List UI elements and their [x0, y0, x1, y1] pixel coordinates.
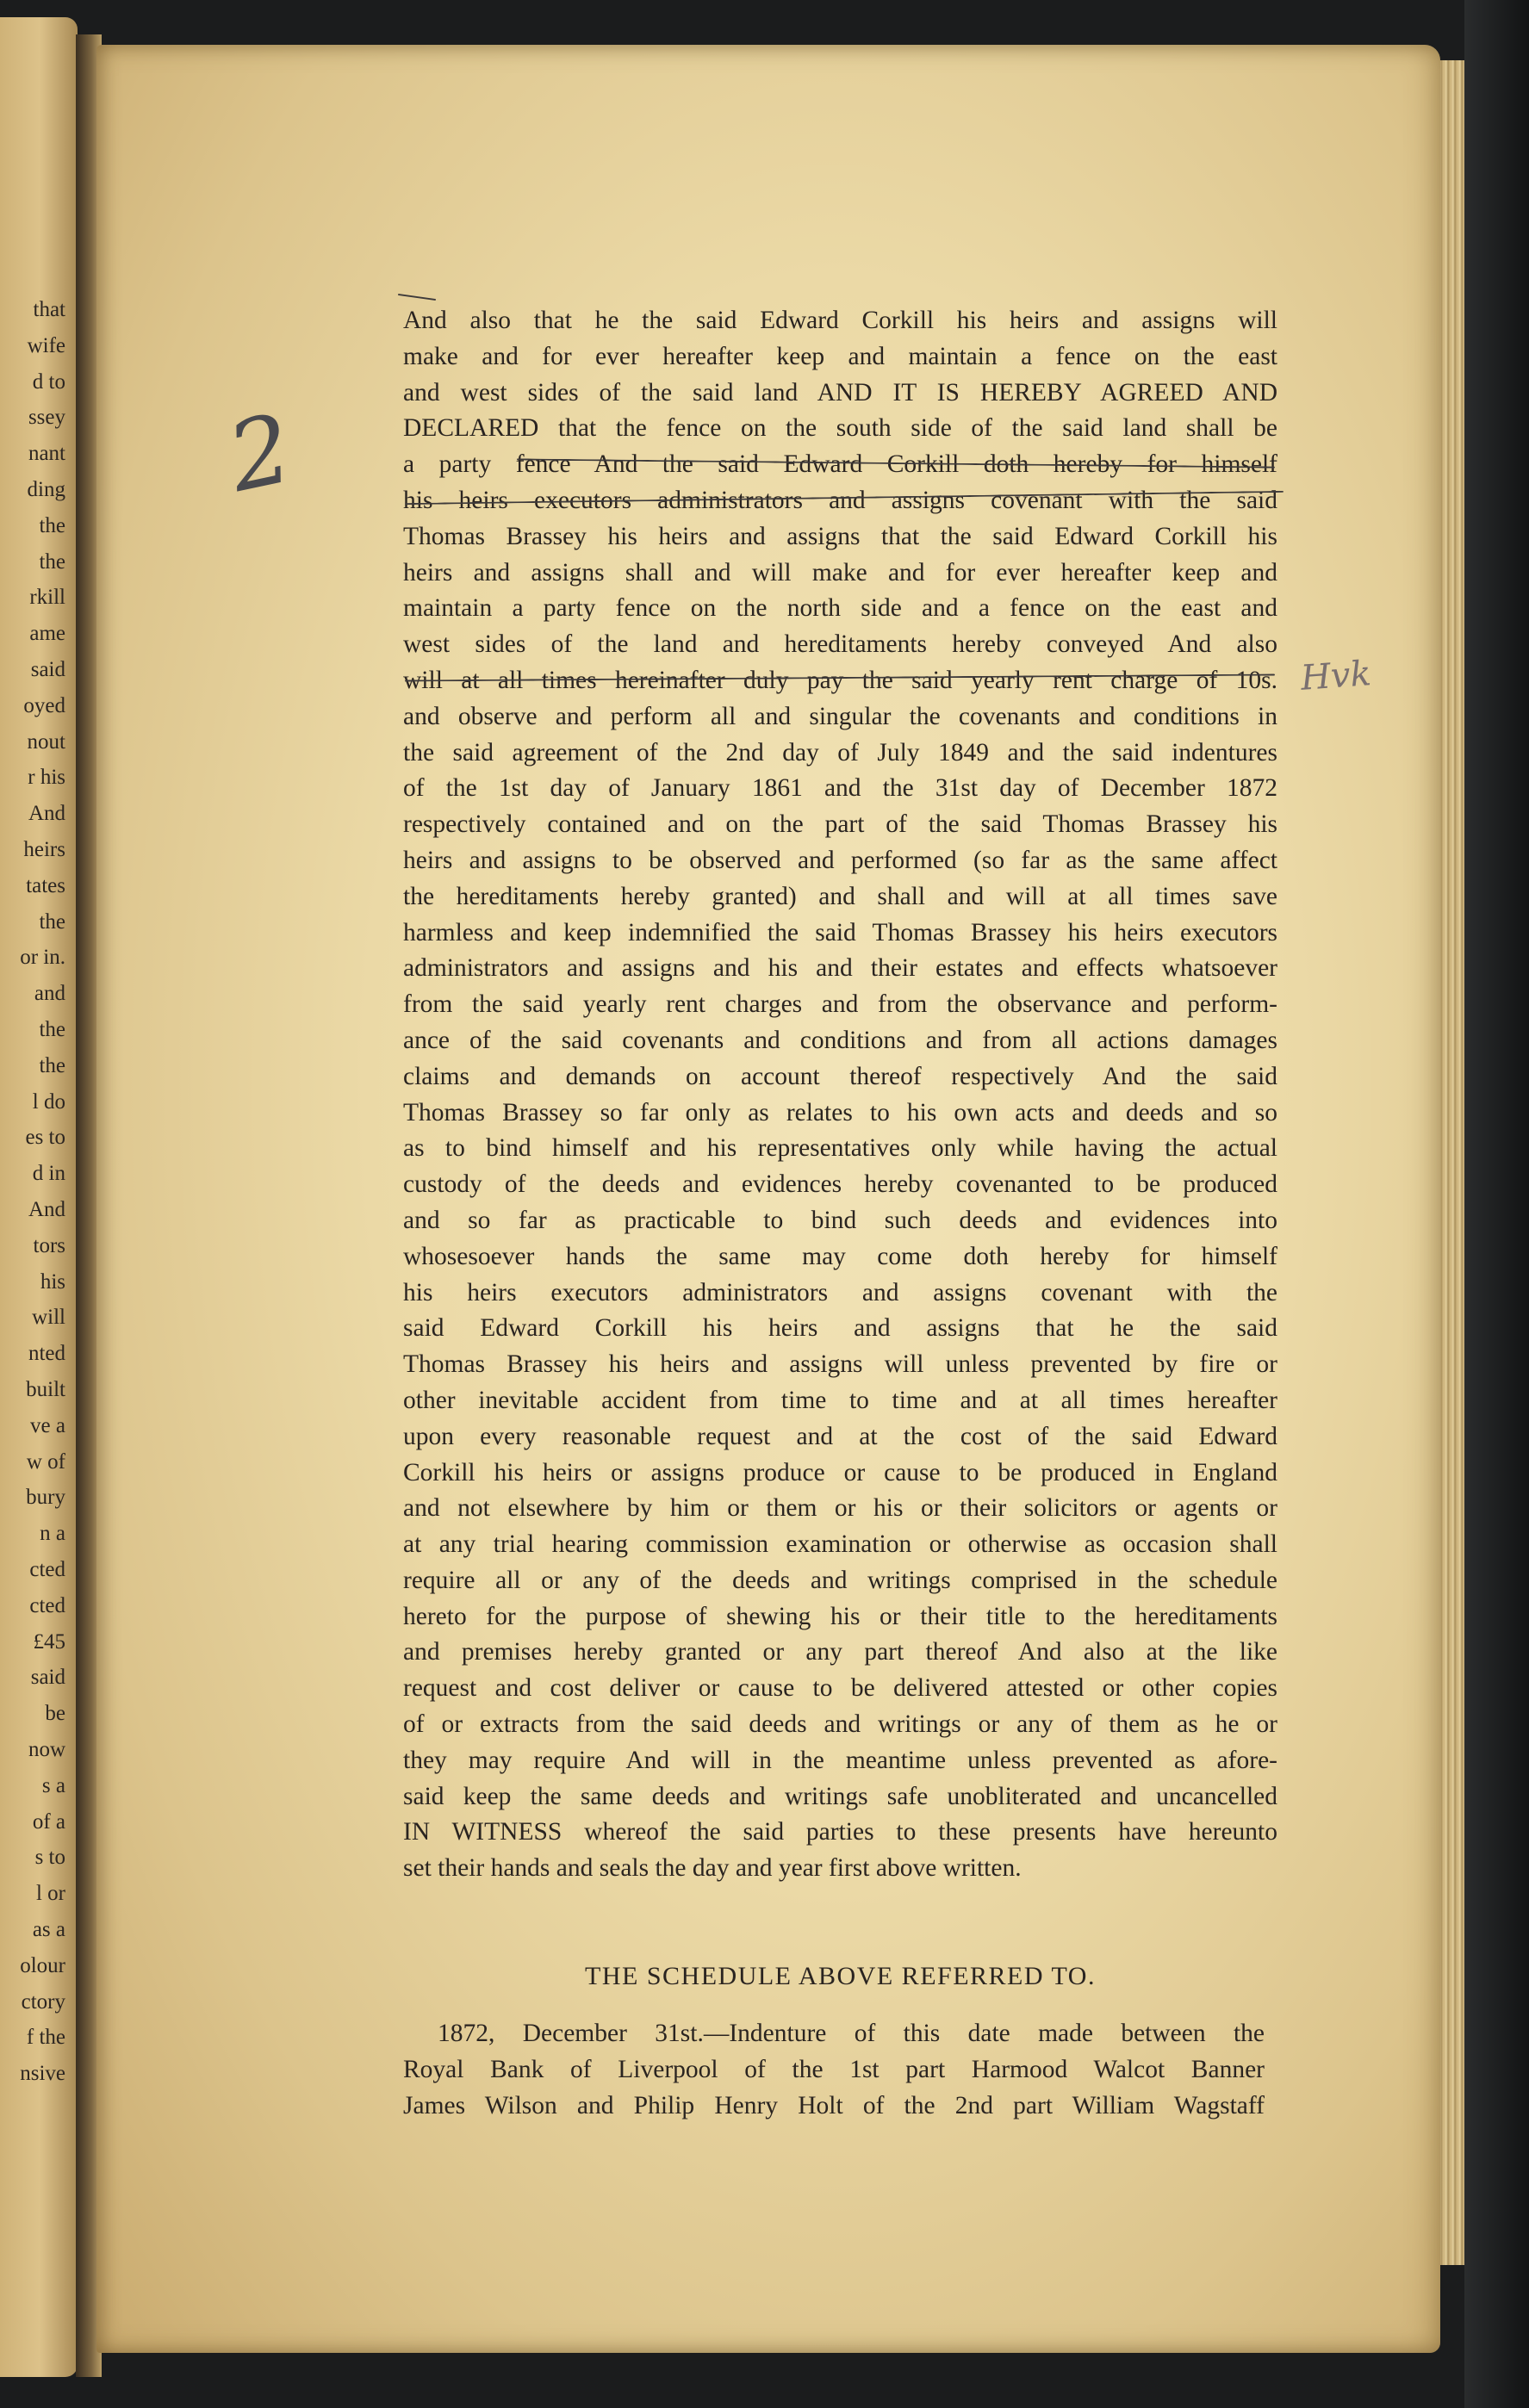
text-line: west sides of the land and hereditaments hereby conveyed And also: [403, 630, 1277, 659]
facing-page-fragment: es to: [25, 1126, 65, 1150]
facing-page-fragment: d to: [32, 369, 65, 394]
text-line: IN WITNESS whereof the said parties to these presents have hereunto: [403, 1818, 1277, 1846]
text-line: said keep the same deeds and writings safe unobliterated and uncancelled: [403, 1782, 1277, 1810]
facing-page-fragment: the: [39, 1053, 65, 1077]
text-line: heirs and assigns to be observed and performed (so far as the same affect: [403, 846, 1277, 874]
facing-page-fragment: cted: [29, 1558, 65, 1581]
text-line: and west sides of the said land AND IT IS HEREBY AGREED AND: [403, 378, 1277, 407]
facing-page-fragment: his: [40, 1269, 65, 1294]
text-line: hereto for the purpose of shewing his or their title to the hereditaments: [403, 1602, 1277, 1630]
facing-page-fragment: of a: [32, 1809, 65, 1834]
facing-page-fragment: bury: [26, 1486, 65, 1510]
facing-page-fragment: nsive: [20, 2062, 65, 2086]
facing-page-fragment: f the: [26, 2026, 65, 2050]
facing-page-fragment: rkill: [29, 586, 65, 610]
facing-page-fragment: ding: [27, 478, 65, 501]
pencil-margin-initials: Hvk: [1299, 654, 1373, 698]
text-line: Thomas Brassey his heirs and assigns will unless prevented by fire or: [403, 1350, 1277, 1379]
text-line: will at all times hereinafter duly pay the said yearly rent charge of 10s.: [403, 666, 1277, 694]
text-line: other inevitable accident from time to time and at all times hereafter: [403, 1386, 1277, 1414]
facing-page-fragment: r his: [28, 766, 65, 790]
facing-page-fragment: And: [28, 1198, 65, 1221]
text-line: Corkill his heirs or assigns produce or cause to be produced in England: [403, 1458, 1277, 1486]
facing-page-fragment: be: [45, 1702, 65, 1726]
facing-page-fragment: and: [34, 982, 65, 1006]
text-line: Thomas Brassey so far only as relates to his own acts and deeds and so: [403, 1098, 1277, 1126]
facing-page-fragment: tors: [33, 1233, 65, 1257]
facing-page-fragment: said: [30, 1666, 65, 1690]
text-line: Thomas Brassey his heirs and assigns that the said Edward Corkill his: [403, 522, 1277, 550]
facing-page-fragment: or in.: [20, 946, 65, 970]
text-line: the hereditaments hereby granted) and shall and will at all times save: [403, 882, 1277, 910]
facing-page-fragment: nted: [28, 1342, 65, 1366]
text-line: custody of the deeds and evidences hereby covenanted to be produced: [403, 1170, 1277, 1199]
facing-page-fragment: And: [28, 802, 65, 826]
text-line: harmless and keep indemnified the said Thomas Brassey his heirs executors: [403, 918, 1277, 946]
facing-page-fragment: s a: [41, 1773, 65, 1797]
facing-page-fragment: as a: [32, 1918, 65, 1941]
facing-page-fragment: the: [39, 513, 65, 537]
text-line: and premises hereby granted or any part thereof And also at the like: [403, 1638, 1277, 1666]
text-line: require all or any of the deeds and writings comprised in the schedule: [403, 1566, 1277, 1594]
text-line: DECLARED that the fence on the south side of the said land shall be: [403, 414, 1277, 443]
book-cover-edge: [1464, 0, 1529, 2408]
facing-page-fragment: wife: [27, 333, 65, 357]
facing-page-fragment: the: [39, 1018, 65, 1041]
text-line: the said agreement of the 2nd day of July 1849 and the said indentures: [403, 738, 1277, 766]
text-line: of the 1st day of January 1861 and the 31st day of December 1872: [403, 774, 1277, 803]
facing-page-fragment: nant: [28, 442, 65, 466]
facing-page-fragment: nout: [27, 729, 65, 754]
text-line: his heirs executors administrators and assigns covenant with the said: [403, 486, 1277, 514]
text-line: from the said yearly rent charges and from the observance and perform-: [403, 990, 1277, 1019]
facing-page-fragment: the: [39, 909, 65, 934]
text-line: of or extracts from the said deeds and writings or any of them as he or: [403, 1710, 1277, 1739]
facing-page-fragment: oyed: [23, 693, 65, 717]
text-line: claims and demands on account thereof respectively And the said: [403, 1062, 1277, 1090]
facing-page-fragment: built: [26, 1378, 65, 1401]
text-line: as to bind himself and his representatives only while having the actual: [403, 1134, 1277, 1163]
deed-body-text: [403, 303, 1277, 1887]
facing-page-fragment: ame: [29, 622, 65, 646]
facing-page-fragment: s to: [34, 1846, 65, 1870]
facing-page-fragment: cted: [29, 1593, 65, 1617]
text-line: said Edward Corkill his heirs and assigns that he the said: [403, 1314, 1277, 1343]
text-line: set their hands and seals the day and year first above written.: [403, 1854, 1022, 1883]
facing-page-fragment: n a: [40, 1522, 65, 1546]
facing-page-fragment: £45: [33, 1629, 65, 1654]
handwritten-page-number: 2: [219, 393, 301, 513]
facing-page-fragment: tates: [26, 873, 65, 897]
text-line: at any trial hearing commission examination or otherwise as occasion shall: [403, 1530, 1277, 1559]
schedule-line: James Wilson and Philip Henry Holt of the 2nd part William Wagstaff: [403, 2092, 1265, 2119]
text-line: And also that he the said Edward Corkill his heirs and assigns will: [403, 307, 1277, 334]
text-line: his heirs executors administrators and assigns covenant with the: [403, 1278, 1277, 1306]
facing-page-fragment: heirs: [23, 838, 65, 861]
schedule-heading: THE SCHEDULE ABOVE REFERRED TO.: [585, 1962, 1096, 1990]
text-line: and observe and perform all and singular the covenants and conditions in: [403, 702, 1277, 730]
text-line: make and for ever hereafter keep and maintain a fence on the east: [403, 342, 1277, 370]
facing-page-fragment: l or: [35, 1882, 65, 1906]
schedule-line: 1872, December 31st.—Indenture of this date made between the: [438, 2020, 1265, 2047]
facing-page-fragment: now: [28, 1738, 65, 1761]
text-line: heirs and assigns shall and will make and for ever hereafter keep and: [403, 558, 1277, 586]
facing-page-fragment: l do: [32, 1089, 65, 1114]
text-line: whosesoever hands the same may come doth hereby for himself: [403, 1242, 1277, 1270]
facing-page-fragment: the: [39, 549, 65, 574]
text-line: request and cost deliver or cause to be delivered attested or other copies: [403, 1674, 1277, 1703]
facing-page-fragment: will: [32, 1306, 65, 1330]
facing-page-fragment: w of: [26, 1449, 65, 1474]
facing-page-fragment: d in: [32, 1162, 65, 1186]
facing-page-fragment: ctory: [21, 1989, 65, 2014]
facing-page-fragment: said: [30, 658, 65, 681]
text-line: and so far as practicable to bind such deeds and evidences into: [403, 1206, 1277, 1234]
text-line: maintain a party fence on the north side and a fence on the east and: [403, 594, 1277, 623]
facing-page-fragment: olour: [20, 1953, 65, 1977]
schedule-line: Royal Bank of Liverpool of the 1st part Harmood Walcot Banner: [403, 2056, 1265, 2083]
facing-page-fragment: ssey: [28, 406, 65, 430]
text-line: and not elsewhere by him or them or his or their solicitors or agents or: [403, 1494, 1277, 1523]
text-line: they may require And will in the meantime unless prevented as afore-: [403, 1746, 1277, 1774]
facing-page-left: [0, 17, 78, 2377]
text-line: upon every reasonable request and at the cost of the said Edward: [403, 1422, 1277, 1450]
text-line: respectively contained and on the part of the said Thomas Brassey his: [403, 810, 1277, 839]
facing-page-fragment: ve a: [30, 1413, 65, 1437]
text-line: administrators and assigns and his and their estates and effects whatsoever: [403, 954, 1277, 983]
text-line: ance of the said covenants and conditions and from all actions damages: [403, 1026, 1277, 1054]
schedule-entry-text: [403, 2015, 1265, 2124]
facing-page-fragment: that: [33, 298, 65, 321]
text-line: a party fence And the said Edward Corkill doth hereby for himself: [403, 450, 1277, 479]
